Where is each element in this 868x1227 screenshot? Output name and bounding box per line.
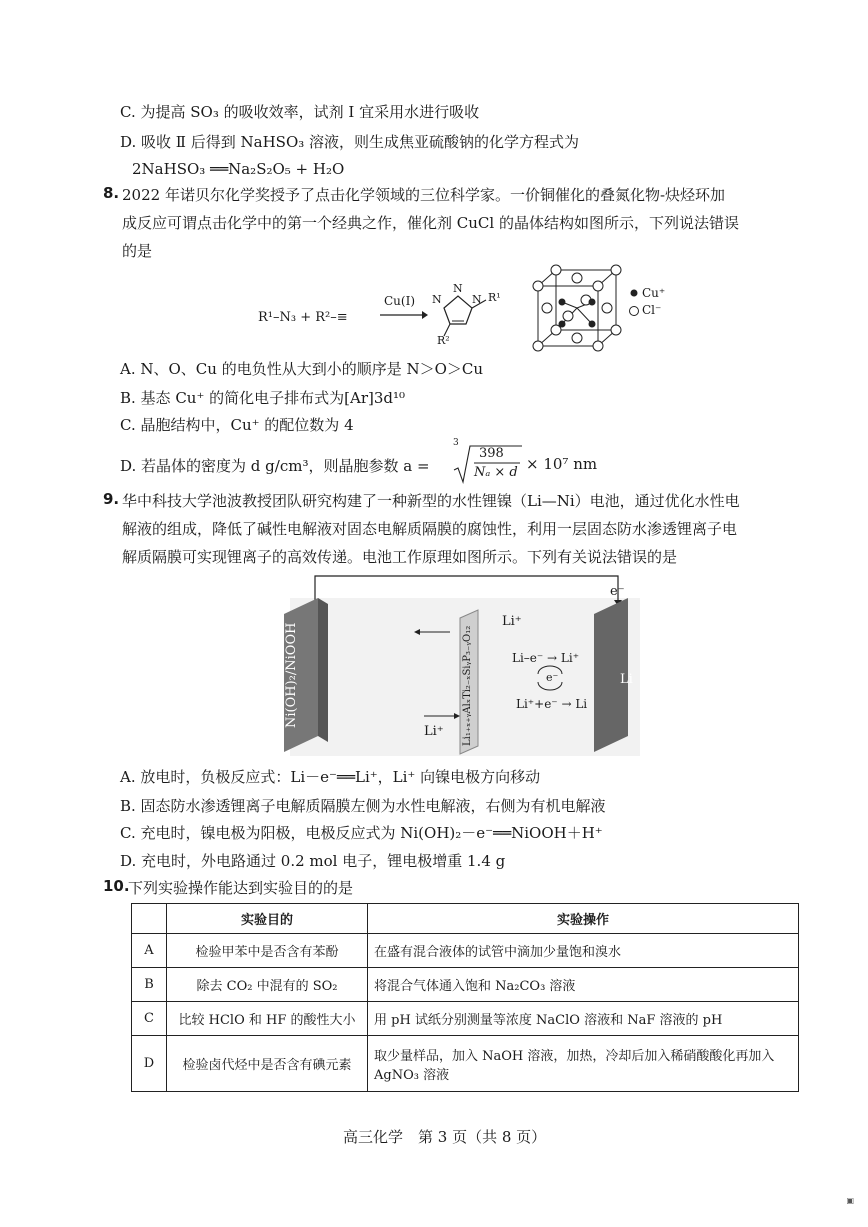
row-label: D <box>132 1036 167 1092</box>
q10-number: 10. <box>103 877 130 895</box>
cycle-electron: e⁻ <box>546 671 559 684</box>
row-operation: 取少量样品，加入 NaOH 溶液，加热，冷却后加入稀硝酸酸化再加入 AgNO₃ 溶液 <box>368 1036 799 1092</box>
nickel-electrode-label: Ni(OH)₂/NiOOH <box>284 622 299 728</box>
row-purpose: 检验卤代烃中是否含有碘元素 <box>167 1036 368 1092</box>
corner-watermark: ▣ <box>846 1196 854 1205</box>
oxidation-reaction: Li–e⁻ → Li⁺ <box>512 651 580 665</box>
triazole-n2: N <box>453 282 463 295</box>
q8-stem-line1: 2022 年诺贝尔化学奖授予了点击化学领域的三位科学家。一价铜催化的叠氮化物-炔烃环加 <box>122 186 726 204</box>
reaction-arrow <box>378 308 428 322</box>
row-purpose: 除去 CO₂ 中混有的 SO₂ <box>167 968 368 1002</box>
cucl-unit-cell <box>526 262 626 356</box>
triazole-n1: N <box>472 293 482 306</box>
q8-option-b: B. 基态 Cu⁺ 的简化电子排布式为[Ar]3d¹⁰ <box>120 389 406 407</box>
cu-legend-dot <box>629 288 639 298</box>
reduction-reaction: Li⁺+e⁻ → Li <box>516 697 588 711</box>
triazole-r2: R² <box>437 334 450 347</box>
fraction-numerator: 398 <box>479 446 504 461</box>
table-row <box>132 1036 799 1092</box>
table-row <box>132 1002 799 1036</box>
table-header-purpose: 实验目的 <box>167 904 368 934</box>
reaction-catalyst: Cu(I) <box>384 294 416 308</box>
q8-stem-line3: 的是 <box>122 242 153 260</box>
table-header-row <box>132 904 799 934</box>
q7-option-c: C. 为提高 SO₃ 的吸收效率，试剂 Ⅰ 宜采用水进行吸收 <box>120 103 480 121</box>
row-purpose: 检验甲苯中是否含有苯酚 <box>167 934 368 968</box>
row-operation: 在盛有混合液体的试管中滴加少量饱和溴水 <box>368 934 799 968</box>
q7-option-d: D. 吸收 Ⅱ 后得到 NaHSO₃ 溶液，则生成焦亚硫酸钠的化学方程式为 <box>120 133 580 151</box>
battery-diagram <box>270 570 650 760</box>
q8-option-a: A. N、O、Cu 的电负性从大到小的顺序是 N＞O＞Cu <box>120 360 484 378</box>
q9-option-d: D. 充电时，外电路通过 0.2 mol 电子，锂电极增重 1.4 g <box>120 852 506 870</box>
cl-legend-label: Cl⁻ <box>642 303 662 317</box>
row-label: A <box>132 934 167 968</box>
q8-option-d-unit: × 10⁷ nm <box>526 455 598 473</box>
reaction-reactants: R¹–N₃ + R²–≡ <box>258 310 348 325</box>
triazole-r1: R¹ <box>488 291 501 304</box>
row-purpose: 比较 HClO 和 HF 的酸性大小 <box>167 1002 368 1036</box>
q8-number: 8. <box>103 184 120 202</box>
q9-option-a: A. 放电时，负极反应式：Li－e⁻══Li⁺，Li⁺ 向镍电极方向移动 <box>120 768 541 786</box>
membrane-label: Li₁₊ₓ₊ᵧAlₓTi₂₋ₓSiᵧP₃₋ᵧO₁₂ <box>462 625 473 746</box>
fraction-denominator: Nₐ × d <box>474 465 518 480</box>
q10-table <box>131 903 799 1092</box>
q9-stem-line3: 解质隔膜可实现锂离子的高效传递。电池工作原理如图所示。下列有关说法错误的是 <box>122 548 678 566</box>
row-label: C <box>132 1002 167 1036</box>
q9-option-b: B. 固态防水渗透锂离子电解质隔膜左侧为水性电解液，右侧为有机电解液 <box>120 797 606 815</box>
li-ion-top-label: Li⁺ <box>502 614 522 629</box>
triazole-n3: N <box>432 293 442 306</box>
q8-stem-line2: 成反应可谓点击化学中的第一个经典之作，催化剂 CuCl 的晶体结构如图所示，下列说法错误 <box>122 214 739 232</box>
q10-stem: 下列实验操作能达到实验目的的是 <box>128 879 354 897</box>
cl-legend-circle <box>628 305 640 317</box>
table-row <box>132 934 799 968</box>
row-operation: 用 pH 试纸分别测量等浓度 NaClO 溶液和 NaF 溶液的 pH <box>368 1002 799 1036</box>
li-ion-bottom-label: Li⁺ <box>424 724 444 739</box>
row-operation: 将混合气体通入饱和 Na₂CO₃ 溶液 <box>368 968 799 1002</box>
q9-stem-line2: 解液的组成，降低了碱性电解液对固态电解质隔膜的腐蚀性，利用一层固态防水渗透锂离子电 <box>122 520 738 538</box>
lithium-electrode-label: Li <box>620 672 633 687</box>
electron-label: e⁻ <box>610 584 625 599</box>
root-index: 3 <box>453 438 459 448</box>
table-row <box>132 968 799 1002</box>
cu-legend-label: Cu⁺ <box>642 286 666 300</box>
q9-number: 9. <box>103 490 120 508</box>
page-footer: 高三化学 第 3 页（共 8 页） <box>343 1128 547 1146</box>
table-header-operation: 实验操作 <box>368 904 799 934</box>
q7-equation: 2NaHSO₃ ══Na₂S₂O₅ + H₂O <box>132 160 345 178</box>
q9-option-c: C. 充电时，镍电极为阳极，电极反应式为 Ni(OH)₂－e⁻══NiOOH＋H⁺ <box>120 824 603 842</box>
table-header-blank <box>132 904 167 934</box>
row-label: B <box>132 968 167 1002</box>
q8-option-c: C. 晶胞结构中，Cu⁺ 的配位数为 4 <box>120 416 354 434</box>
q8-option-d: D. 若晶体的密度为 d g/cm³，则晶胞参数 a = <box>120 457 430 475</box>
q9-stem-line1: 华中科技大学池波教授团队研究构建了一种新型的水性锂镍（Li—Ni）电池，通过优化水性电 <box>122 492 740 510</box>
